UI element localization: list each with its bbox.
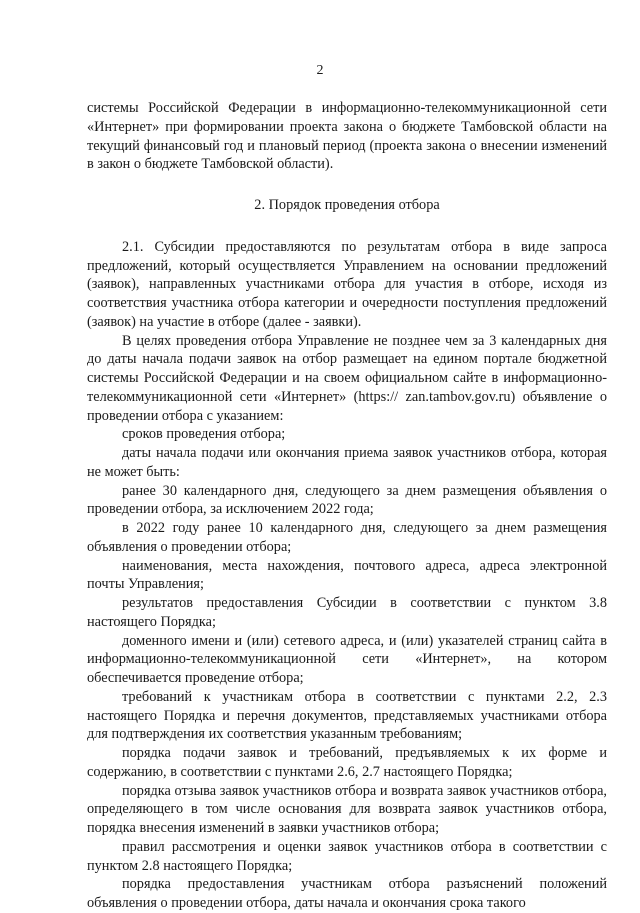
list-item: наименования, места нахождения, почтового адреса, адреса электронной почты Управления; [87, 557, 607, 593]
intro-paragraph: системы Российской Федерации в информационно-телекоммуникационной сети «Интернет» при формировании проекта закона о бюджете Тамбовской области на текущий финансовый год и плановый период (проекта закона о внесении изменений в закон о бюджете Тамбовской области). [87, 100, 607, 173]
list-item: правил рассмотрения и оценки заявок участников отбора в соответствии с пунктом 2.8 настоящего Порядка; [87, 838, 607, 874]
document-body [87, 99, 607, 913]
section-heading: 2. Порядок проведения отбора [254, 197, 440, 213]
list-item: порядка отзыва заявок участников отбора и возврата заявок участников отбора, определяющего в том числе основания для возврата заявок участников отбора, порядка внесения изменений в заявки участников отбора; [87, 782, 607, 836]
list-item: требований к участникам отбора в соответствии с пунктами 2.2, 2.3 настоящего Порядка и перечня документов, представляемых участниками отбора для подтверждения их соответствия указанным требованиям; [87, 688, 607, 743]
list-item: сроков проведения отбора; [122, 426, 286, 443]
list-item: ранее 30 календарного дня, следующего за днем размещения объявления о проведении отбора, за исключением 2022 года; [87, 482, 607, 518]
list-item: порядка предоставления участникам отбора разъяснений положений объявления о проведении отбора, даты начала и окончания срока такого [87, 876, 607, 911]
list-item: в 2022 году ранее 10 календарного дня, следующего за днем размещения объявления о проведении отбора; [87, 520, 607, 555]
paragraph: 2.1. Субсидии предоставляются по результатам отбора в виде запроса предложений, который осуществляется Управлением на основании предложений (заявок), направленных участниками отбора для участия в отборе, исходя из соответствия участника отбора категории и очередности поступления предложений (заявок) на участие в отборе (далее - заявки). [87, 238, 607, 330]
list-item: результатов предоставления Субсидии в соответствии с пунктом 3.8 настоящего Порядка; [87, 595, 607, 630]
page-number: 2 [316, 63, 324, 78]
paragraph: В целях проведения отбора Управление не позднее чем за 3 календарных дня до даты начала подачи заявок на отбор размещает на едином портале бюджетной системы Российской Федерации и на своем официальном сайте в информационно-телекоммуникационной сети «Интернет» (https:// zan.tambov.gov.ru) объявление о проведении отбора с указанием: [87, 332, 607, 424]
list-item: даты начала подачи или окончания приема заявок участников отбора, которая не может быть: [87, 445, 607, 480]
list-item: порядка подачи заявок и требований, предъявляемых к их форме и содержанию, в соответствии с пунктами 2.6, 2.7 настоящего Порядка; [87, 745, 607, 780]
list-item: доменного имени и (или) сетевого адреса, и (или) указателей страниц сайта в информационно-телекоммуникационной сети «Интернет», на котором обеспечивается проведение отбора; [87, 632, 607, 686]
